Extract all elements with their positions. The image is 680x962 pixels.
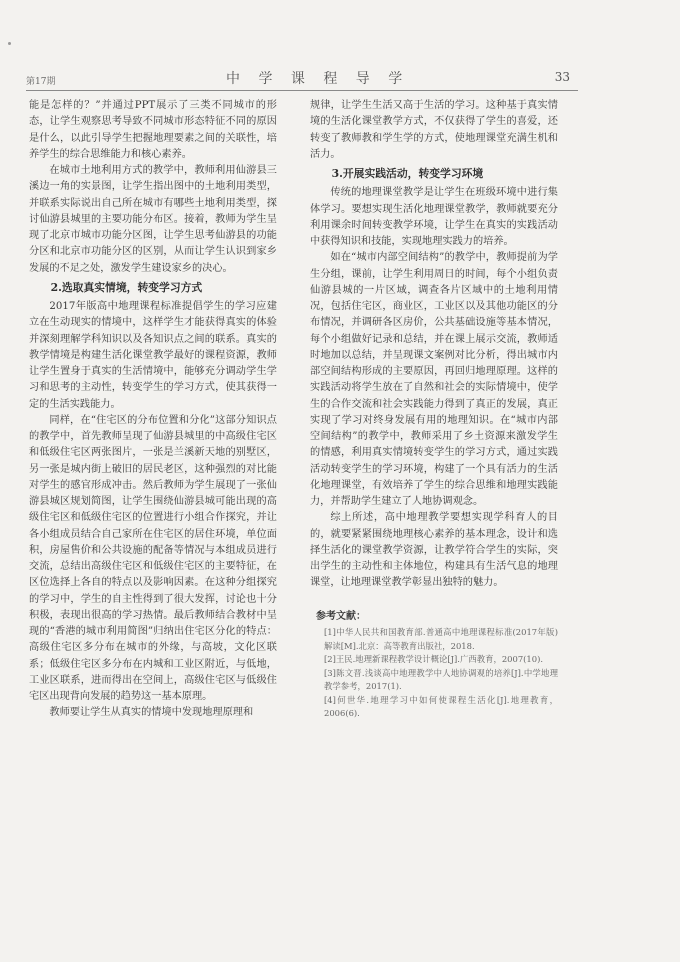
scan-speck	[8, 42, 11, 45]
reference-item: [4]何世华.地理学习中如何使课程生活化[J].地理教育，2006(6).	[324, 694, 558, 718]
paragraph: 如在“城市内部空间结构”的教学中，教师提前为学生分组，课前，让学生利用周日的时间，每个小组负责仙游县城的一片区域，调查各片区域中的土地利用情况，包括住宅区，商业区，工业区以及其他功能区的分布情况，并调研各区房价，公共基础设施等基本情况，每个小组做好记录和总结，并在课上展示交流，教师适时地加以总结，并呈现课文案例对比分析，得出城市内部空间结构形成的主要原因，再回归地理原理。这样的实践活动将学生放在了自然和社会的实际情境中，使学生的合作交流和社会实践能力得到了真正的发展，真正实现了学习对终身发展有用的地理知识。在“城市内部空间结构”的教学中，教师采用了乡土资源来激发学生的情感，利用真实情境转变学生的学习方式，通过实践活动转变学生的学习环境，构建了一个具有活力的生活化地理课堂，有效培养了学生的综合思维和地理实践能力，并帮助学生建立了人地协调观念。	[310, 252, 558, 507]
reference-item: [2]王民.地理新课程教学设计概论[J].广西教育，2007(10).	[324, 654, 543, 664]
paragraph: 能是怎样的？”并通过PPT展示了三类不同城市的形态，让学生观察思考导致不同城市形态特征不同的原因是什么，以此引导学生把握地理要素之间的关联性，培养学生的综合思维能力和核心素养。	[29, 100, 277, 160]
references	[310, 610, 558, 721]
paragraph: 2017年版高中地理课程标准提倡学生的学习应建立在生动现实的情境中，这样学生才能获得真实的体验并深刻理解学科知识以及各知识点之间的联系。真实的教学情境是构建生活化课堂教学最好的课程资源，教师让学生置身于真实的生活情境中，能够充分调动学生学习和思考的主动性，转变学生的学习方式，使其获得一定的生活实践能力。	[29, 301, 277, 410]
paragraph: 传统的地理课堂教学是让学生在班级环境中进行集体学习。要想实现生活化地理课堂教学，教师就要充分利用课余时间转变教学环境，让学生在真实的实践活动中获得知识和技能，实现地理实践力的培养。	[310, 187, 558, 247]
page-number: 33	[554, 70, 570, 84]
issue-label: 第17期	[26, 77, 56, 87]
journal-title: 中 学 课 程 导 学	[226, 71, 410, 87]
paragraph: 教师要让学生从真实的情境中发现地理原理和	[49, 707, 254, 719]
right-column	[310, 98, 558, 721]
section-heading: 3.开展实践活动，转变学习环境	[331, 167, 484, 180]
section-heading: 2.选取真实情境，转变学习方式	[50, 280, 203, 294]
page-header	[26, 66, 570, 88]
reference-item: [1]中华人民共和国教育部.普通高中地理课程标准(2017年版)解读[M].北京：高等教育出版社，2018.	[324, 627, 558, 651]
references-title: 参考文献：	[316, 610, 366, 622]
left-column	[29, 98, 277, 722]
paragraph: 在城市土地利用方式的教学中，教师利用仙游县三溪边一角的实景图，让学生指出图中的土地利用类型，并联系实际说出自己所在城市有哪些土地利用类型，探讨仙游县城里的主要功能分布区。接着，教师为学生呈现了北京市城市功能分区图，让学生思考仙游县的功能分区和北京市功能分区的区别，从而让学生认识到家乡发展的不足之处，激发学生建设家乡的决心。	[29, 165, 277, 274]
paragraph: 规律，让学生生活又高于生活的学习。这种基于真实情境的生活化课堂教学方式，不仅获得了学生的喜爱，还转变了教师教和学生学的方式，使地理课堂充满生机和活力。	[310, 100, 558, 160]
header-rule	[26, 90, 578, 91]
paragraph: 综上所述，高中地理教学要想实现学科育人的目的，就要紧紧围绕地理核心素养的基本理念，设计和选择生活化的课堂教学资源，让教学符合学生的实际，突出学生的主动性和主体地位，构建具有生活气息的地理课堂，让地理课堂教学彰显出独特的魅力。	[310, 512, 558, 589]
reference-item: [3]陈文晋.浅谈高中地理教学中人地协调观的培养[J].中学地理教学参考，2017(1).	[324, 667, 558, 691]
paragraph: 同样，在“住宅区的分布位置和分化”这部分知识点的教学中，首先教师呈现了仙游县城里的中高级住宅区和低级住宅区两张图片，一张是兰溪新天地的别墅区，另一张是城内街上破旧的居民老区，这种强烈的对比能对学生的感官形成冲击。然后教师为学生展现了一张仙游县城区规划简图，让学生围绕仙游县城可能出现的高级住宅区和低级住宅区的位置进行小组合作探究，并让各小组成员结合自己家所在住宅区的居住环境，单位面积，房屋售价和公共设施的配备等情况与本组成员进行交流，总结出高级住宅区和低级住宅区的主要特征，在区位选择上各自的特点以及影响因素。在这种分组探究的学习中，学生的自主性得到了很大发挥，讨论也十分积极，表现出很高的学习热情。最后教师结合教材中呈现的“香港的城市利用简图”归纳出住宅区分化的特点：高级住宅区多分布在城市的外缘，与高坡，文化区联系；低级住宅区多分布在内城和工业区附近，与低地，工业区联系，进而得出在空间上，高级住宅区与低级住宅区出现背向发展的趋势这一基本原理。	[29, 414, 277, 702]
